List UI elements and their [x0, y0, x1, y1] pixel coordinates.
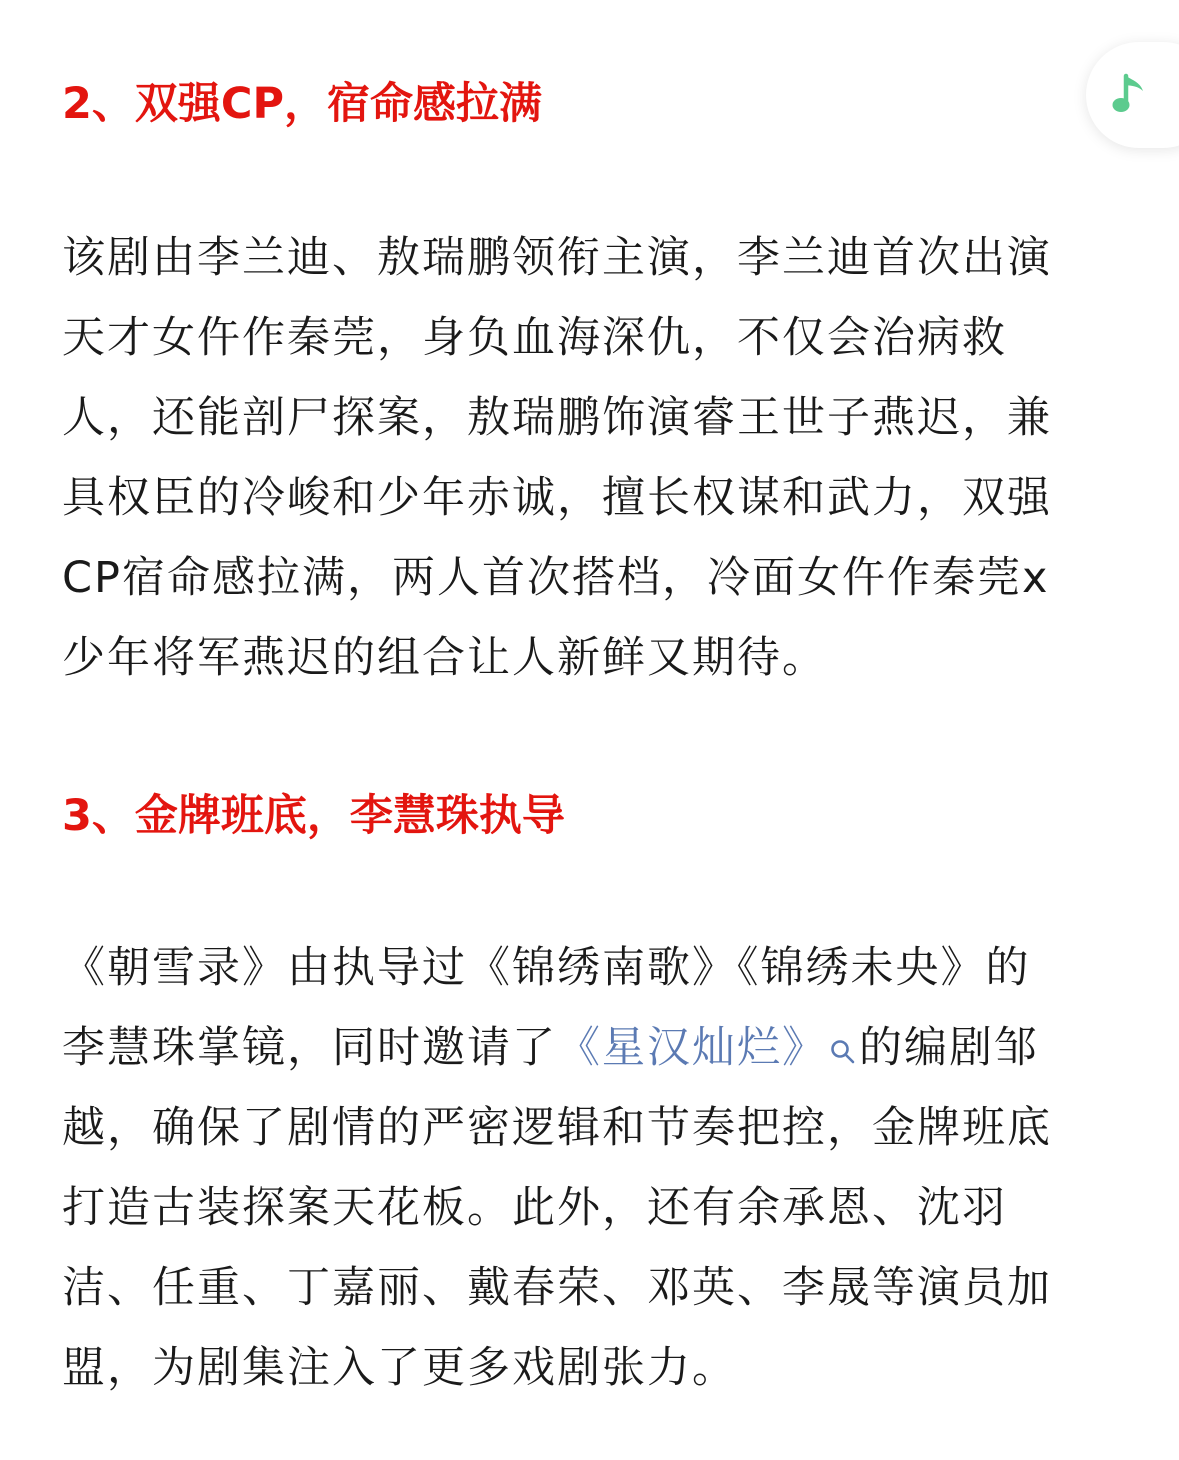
paragraph-production-team — [62, 928, 1118, 1408]
text-line: 越，确保了剧情的严密逻辑和节奏把控，金牌班底 — [62, 1103, 1052, 1153]
text-line-with-link — [62, 1008, 1118, 1088]
text-line: 打造古装探案天花板。此外，还有余承恩、沈羽 — [62, 1183, 1007, 1233]
text-line: 人，还能剖尸探案，敖瑞鹏饰演睿王世子燕迟，兼 — [62, 393, 1052, 443]
search-icon[interactable] — [829, 1014, 859, 1044]
text-segment: 李慧珠掌镜，同时邀请了 — [62, 1023, 557, 1073]
text-line: 该剧由李兰迪、敖瑞鹏领衔主演，李兰迪首次出演 — [62, 233, 1052, 283]
drama-search-link[interactable]: 《星汉灿烂》 — [557, 1023, 827, 1073]
text-segment: 的编剧邹 — [859, 1023, 1039, 1073]
text-line: 洁、任重、丁嘉丽、戴春荣、邓英、李晟等演员加 — [62, 1263, 1052, 1313]
music-note-icon — [1112, 72, 1148, 116]
text-line: 《朝雪录》由执导过《锦绣南歌》《锦绣未央》的 — [62, 943, 1031, 993]
music-player-button[interactable] — [1086, 42, 1179, 148]
text-line: 少年将军燕迟的组合让人新鲜又期待。 — [62, 633, 827, 683]
text-line: CP宿命感拉满，两人首次搭档，冷面女仵作秦莞x — [62, 553, 1050, 603]
paragraph-cast-intro — [62, 218, 1118, 698]
text-line: 盟，为剧集注入了更多戏剧张力。 — [62, 1343, 737, 1393]
section-heading-dual-cp: 2、双强CP，宿命感拉满 — [62, 79, 542, 129]
text-line: 具权臣的冷峻和少年赤诚，擅长权谋和武力，双强 — [62, 473, 1052, 523]
section-heading-golden-team: 3、金牌班底，李慧珠执导 — [62, 791, 565, 841]
text-line: 天才女仵作秦莞，身负血海深仇，不仅会治病救 — [62, 313, 1007, 363]
